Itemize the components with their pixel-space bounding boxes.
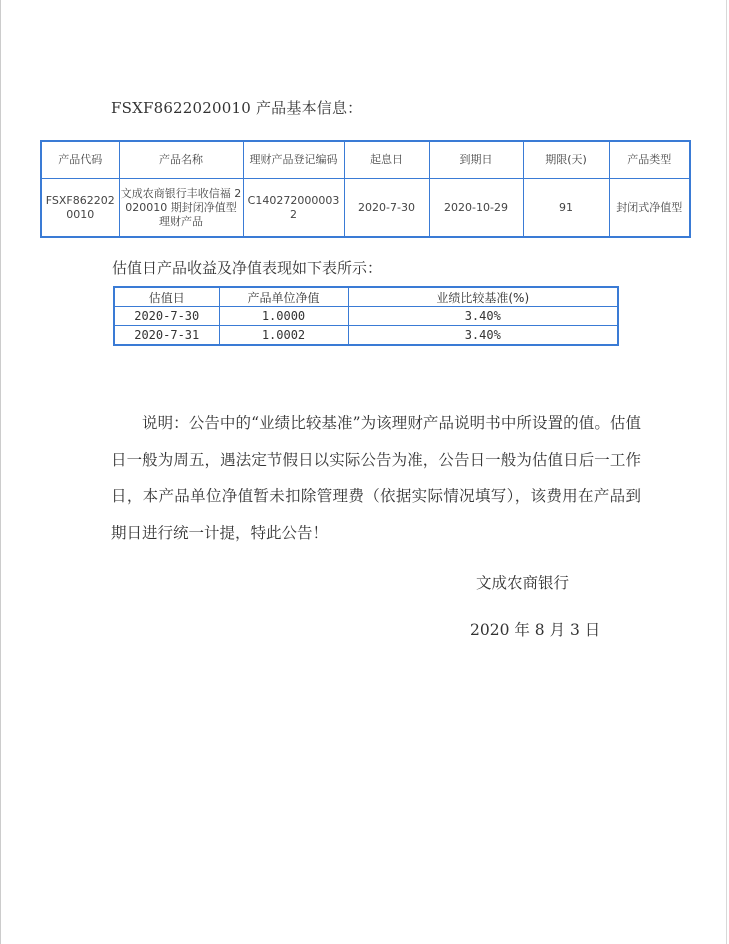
start-date: 2020-7-30 [344, 179, 429, 238]
nav-header-row [114, 287, 618, 307]
header-maturity-date: 到期日 [429, 141, 523, 179]
term-days: 91 [523, 179, 609, 238]
product-info-heading: FSXF8622020010 产品基本信息： [111, 99, 363, 117]
product-code: FSXF8622020010 [41, 179, 119, 238]
header-product-code: 产品代码 [41, 141, 119, 179]
benchmark: 3.40% [348, 326, 618, 346]
header-start-date: 起息日 [344, 141, 429, 179]
header-product-name: 产品名称 [119, 141, 243, 179]
announcement-date: 2020 年 8 月 3 日 [470, 621, 601, 639]
product-info-header-row [41, 141, 690, 179]
valuation-date: 2020-7-31 [114, 326, 219, 346]
table-row [114, 326, 618, 346]
product-info-row [41, 179, 690, 238]
nav-table [113, 286, 619, 346]
maturity-date: 2020-10-29 [429, 179, 523, 238]
valuation-date: 2020-7-30 [114, 307, 219, 326]
product-name: 文成农商银行丰收信福 2020010 期封闭净值型理财产品 [119, 179, 243, 238]
benchmark: 3.40% [348, 307, 618, 326]
unit-nav: 1.0000 [219, 307, 348, 326]
header-term-days: 期限(天) [523, 141, 609, 179]
header-valuation-date: 估值日 [114, 287, 219, 307]
explanation-note: 说明：公告中的“业绩比较基准”为该理财产品说明书中所设置的值。估值日一般为周五，遇法定节假日以实际公告为准，公告日一般为估值日后一工作日，本产品单位净值暂未扣除管理费（依据实际情况填写），该费用在产品到期日进行统一计提，特此公告！ [111, 414, 641, 542]
product-type: 封闭式净值型 [609, 179, 690, 238]
header-registration-code: 理财产品登记编码 [243, 141, 344, 179]
product-info-table [40, 140, 691, 238]
nav-heading: 估值日产品收益及净值表现如下表所示： [112, 259, 383, 277]
bank-signature: 文成农商银行 [476, 574, 570, 592]
unit-nav: 1.0002 [219, 326, 348, 346]
header-product-type: 产品类型 [609, 141, 690, 179]
table-row [114, 307, 618, 326]
registration-code: C1402720000032 [243, 179, 344, 238]
header-benchmark: 业绩比较基准(%) [348, 287, 618, 307]
header-unit-nav: 产品单位净值 [219, 287, 348, 307]
